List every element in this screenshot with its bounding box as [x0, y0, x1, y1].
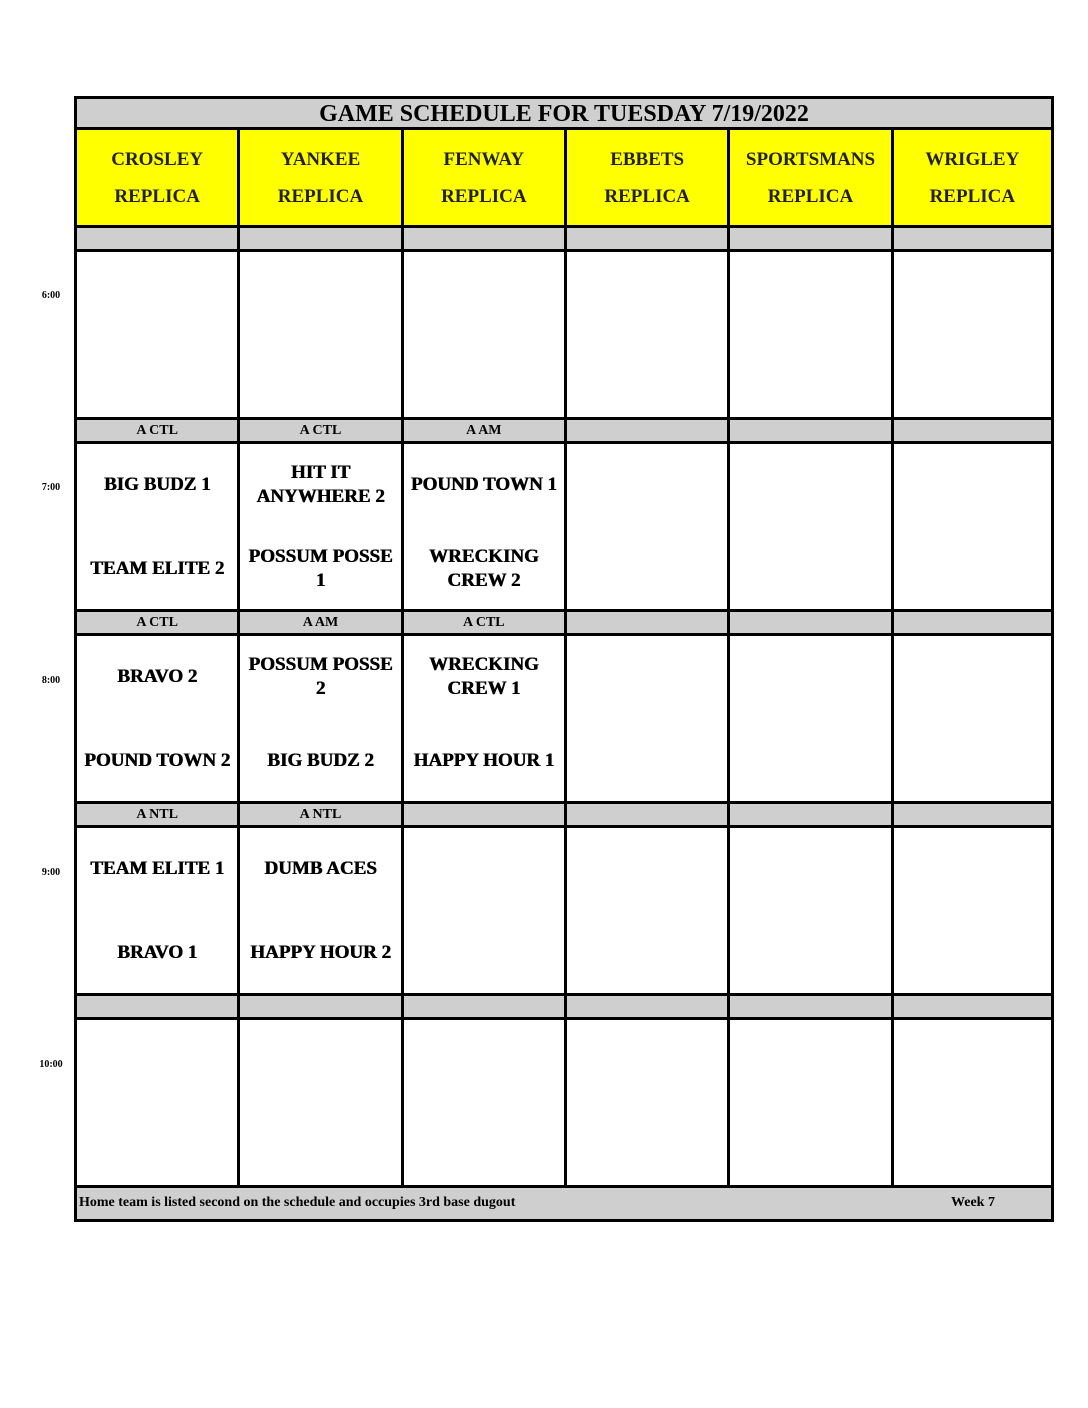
home-team: [645, 352, 649, 402]
division-label: [74, 996, 237, 1020]
away-team: BRAVO 2: [117, 666, 198, 687]
division-label: [564, 804, 727, 828]
schedule-table: [74, 96, 1054, 1222]
division-label: A NTL: [74, 804, 237, 828]
division-band-9-00: [74, 804, 1054, 828]
home-team: [155, 352, 159, 402]
game-cell: [237, 828, 400, 996]
field-type: REPLICA: [114, 185, 200, 207]
away-team: [318, 1036, 322, 1086]
field-type: REPLICA: [929, 185, 1016, 207]
division-label: A CTL: [237, 420, 400, 444]
field-type: REPLICA: [277, 185, 364, 207]
home-team: [970, 1120, 974, 1170]
home-team: [970, 544, 974, 594]
game-cell: [237, 636, 400, 804]
division-label: [727, 804, 890, 828]
game-cell: [74, 1020, 237, 1188]
division-band-7-00: [74, 420, 1054, 444]
away-team: [645, 268, 649, 318]
game-cell: [74, 252, 237, 420]
home-team: [645, 544, 649, 594]
division-label: [727, 996, 890, 1020]
game-cell: [401, 828, 564, 996]
home-team: HAPPY HOUR 1: [413, 750, 555, 771]
away-team: [970, 1036, 974, 1086]
home-team: [970, 928, 974, 978]
game-cell: [891, 1020, 1054, 1188]
field-header-row: [74, 130, 1054, 228]
home-team: WRECKING CREW 2: [428, 546, 539, 591]
home-team: [318, 352, 322, 402]
away-team: [808, 652, 812, 702]
home-team: [645, 1120, 649, 1170]
away-team: [808, 1036, 812, 1086]
division-label: A CTL: [74, 612, 237, 636]
game-cell: [891, 828, 1054, 996]
time-label-7-00: 7:00: [41, 482, 61, 493]
away-team: [645, 652, 649, 702]
away-team: [482, 1036, 486, 1086]
game-cell: [237, 444, 400, 612]
games-row-10-00: [74, 1020, 1054, 1188]
home-team: [318, 1120, 322, 1170]
home-team: POSSUM POSSE 1: [248, 546, 393, 591]
away-team: [155, 268, 159, 318]
away-team: [155, 1036, 159, 1086]
games-row-7-00: [74, 444, 1054, 612]
home-team: [808, 1120, 812, 1170]
home-team: [808, 352, 812, 402]
away-team: [482, 844, 486, 894]
games-row-9-00: [74, 828, 1054, 996]
division-band-8-00: [74, 612, 1054, 636]
division-label: A AM: [237, 612, 400, 636]
home-team: POUND TOWN 2: [84, 750, 231, 771]
time-label-10-00: 10:00: [39, 1059, 63, 1070]
field-header-crosley: [74, 130, 237, 228]
game-cell: [727, 828, 890, 996]
game-cell: [74, 444, 237, 612]
time-label-6-00: 6:00: [41, 290, 61, 301]
division-label: [564, 420, 727, 444]
division-label: [237, 228, 400, 252]
division-label: [727, 420, 890, 444]
away-team: [808, 844, 812, 894]
division-band-10-00: [74, 996, 1054, 1020]
division-label: A NTL: [237, 804, 400, 828]
field-name: YANKEE: [280, 148, 361, 170]
game-cell: [891, 636, 1054, 804]
away-team: [482, 268, 486, 318]
away-team: [645, 460, 649, 510]
home-team: [482, 1120, 486, 1170]
field-header-yankee: [237, 130, 400, 228]
away-team: [318, 268, 322, 318]
games-row-8-00: [74, 636, 1054, 804]
time-label-9-00: 9:00: [41, 867, 61, 878]
home-team: [482, 352, 486, 402]
division-label: [237, 996, 400, 1020]
game-cell: [401, 252, 564, 420]
game-cell: [564, 1020, 727, 1188]
division-label: [564, 228, 727, 252]
game-cell: [401, 636, 564, 804]
division-label: [401, 228, 564, 252]
game-cell: [727, 444, 890, 612]
schedule-title: GAME SCHEDULE FOR TUESDAY 7/19/2022: [74, 96, 1054, 130]
game-cell: [891, 444, 1054, 612]
field-type: REPLICA: [767, 185, 854, 207]
division-label: [891, 996, 1054, 1020]
game-cell: [891, 252, 1054, 420]
away-team: [645, 1036, 649, 1086]
field-name: WRIGLEY: [925, 148, 1020, 170]
field-header-fenway: [401, 130, 564, 228]
home-team: TEAM ELITE 2: [90, 558, 225, 579]
games-row-6-00: [74, 252, 1054, 420]
division-label: [564, 996, 727, 1020]
schedule-footer: [74, 1188, 1054, 1222]
field-name: FENWAY: [443, 148, 525, 170]
game-cell: [564, 444, 727, 612]
home-team: BRAVO 1: [117, 942, 198, 963]
game-cell: [727, 1020, 890, 1188]
away-team: [970, 268, 974, 318]
game-cell: [74, 828, 237, 996]
division-label: [564, 612, 727, 636]
away-team: BIG BUDZ 1: [103, 474, 211, 495]
away-team: [970, 652, 974, 702]
division-label: [74, 228, 237, 252]
field-header-sportsmans: [727, 130, 890, 228]
home-team: [808, 544, 812, 594]
home-team: [645, 736, 649, 786]
game-cell: [74, 636, 237, 804]
away-team: [645, 844, 649, 894]
division-label: [401, 804, 564, 828]
division-label: [727, 612, 890, 636]
home-team: [482, 928, 486, 978]
home-team: [155, 1120, 159, 1170]
away-team: POUND TOWN 1: [410, 474, 557, 495]
home-team: [970, 736, 974, 786]
home-team: [808, 928, 812, 978]
away-team: DUMB ACES: [264, 858, 377, 879]
time-label-8-00: 8:00: [41, 675, 61, 686]
week-label: Week 7: [951, 1195, 995, 1210]
field-header-ebbets: [564, 130, 727, 228]
field-name: EBBETS: [610, 148, 685, 170]
away-team: HIT IT ANYWHERE 2: [256, 462, 385, 507]
division-label: A CTL: [74, 420, 237, 444]
field-name: SPORTSMANS: [745, 148, 876, 170]
home-team: [645, 928, 649, 978]
home-team: HAPPY HOUR 2: [250, 942, 391, 963]
game-cell: [727, 636, 890, 804]
division-label: [891, 612, 1054, 636]
field-name: CROSLEY: [111, 148, 204, 170]
home-team-note: Home team is listed second on the schedule and occupies 3rd base dugout: [79, 1195, 516, 1210]
away-team: [970, 460, 974, 510]
field-type: REPLICA: [441, 185, 527, 207]
game-cell: [564, 828, 727, 996]
away-team: WRECKING CREW 1: [428, 654, 539, 699]
division-band-6-00: [74, 228, 1054, 252]
away-team: [808, 460, 812, 510]
field-header-wrigley: [891, 130, 1054, 228]
away-team: [970, 844, 974, 894]
home-team: BIG BUDZ 2: [267, 750, 374, 771]
game-cell: [237, 1020, 400, 1188]
field-type: REPLICA: [604, 185, 690, 207]
division-label: [891, 228, 1054, 252]
division-label: [727, 228, 890, 252]
division-label: [401, 996, 564, 1020]
division-label: [891, 420, 1054, 444]
home-team: [970, 352, 974, 402]
game-cell: [237, 252, 400, 420]
home-team: [808, 736, 812, 786]
game-cell: [727, 252, 890, 420]
game-cell: [564, 252, 727, 420]
away-team: [808, 268, 812, 318]
division-label: [891, 804, 1054, 828]
division-label: A AM: [401, 420, 564, 444]
away-team: POSSUM POSSE 2: [248, 654, 393, 699]
away-team: TEAM ELITE 1: [90, 858, 225, 879]
division-label: A CTL: [401, 612, 564, 636]
game-cell: [401, 1020, 564, 1188]
game-cell: [401, 444, 564, 612]
game-cell: [564, 636, 727, 804]
